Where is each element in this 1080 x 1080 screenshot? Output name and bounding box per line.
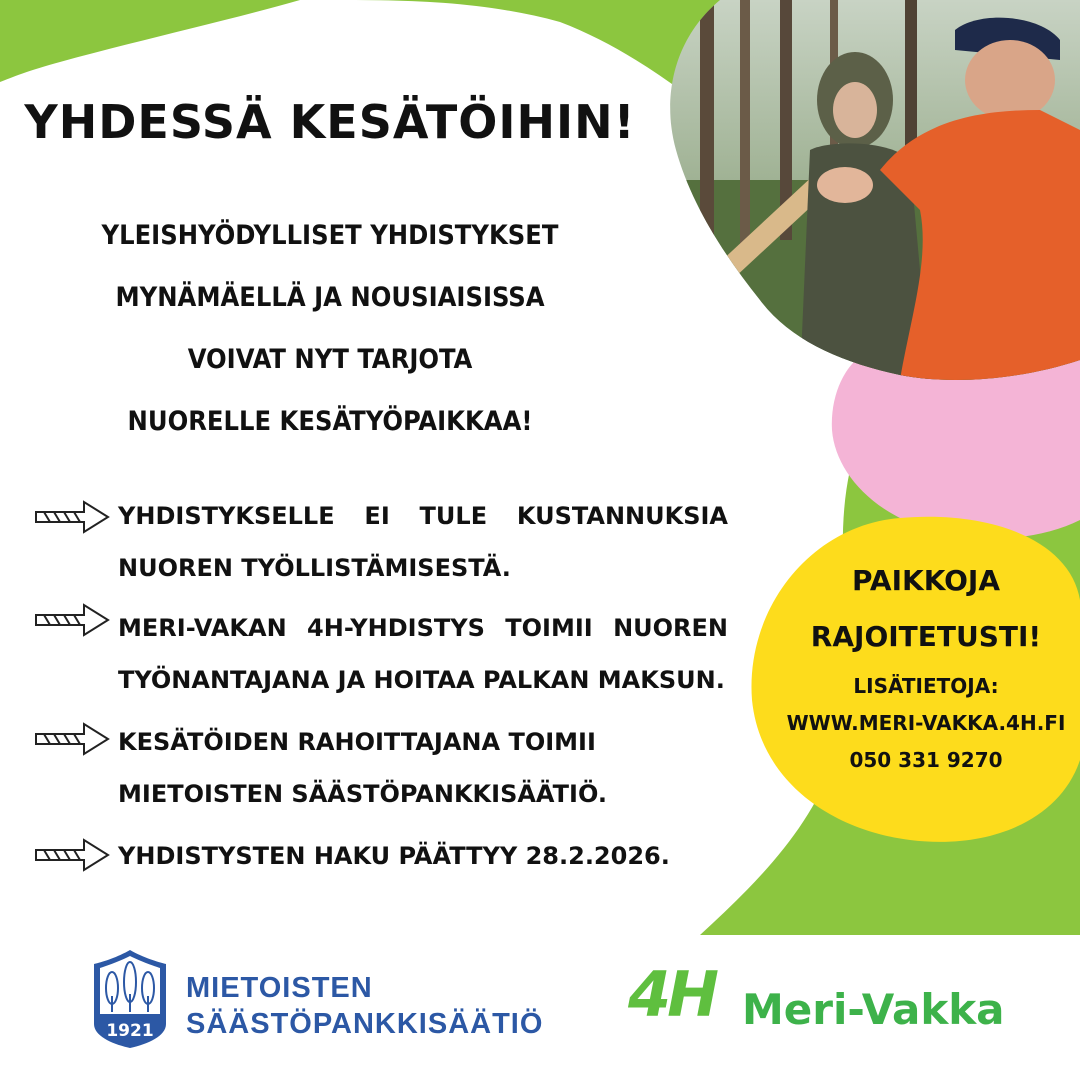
- intro-line: MYNÄMÄELLÄ JA NOUSIAISISSA: [115, 282, 545, 313]
- bullet-item: [118, 602, 728, 706]
- bullet-line: MERI-VAKAN 4H-YHDISTYS TOIMII NUOREN: [118, 614, 728, 642]
- arrow-icon: [34, 603, 110, 637]
- bubble-line: RAJOITETUSTI!: [810, 620, 1042, 653]
- arrow-icon: [34, 838, 110, 872]
- shield-logo-icon: [92, 948, 168, 1050]
- sponsor-line: MIETOISTEN: [186, 972, 373, 1004]
- photo: [660, 0, 1080, 400]
- intro-line: YLEISHYÖDYLLISET YHDISTYKSET: [101, 220, 559, 251]
- bullet-line: KESÄTÖIDEN RAHOITTAJANA TOIMII: [118, 728, 596, 756]
- intro-line: NUORELLE KESÄTYÖPAIKKAA!: [127, 406, 533, 437]
- info-label: LISÄTIETOJA:: [853, 674, 999, 698]
- intro-text: [0, 205, 660, 453]
- sponsor-line: SÄÄSTÖPANKKISÄÄTIÖ: [186, 1008, 544, 1040]
- bullet-item: [118, 830, 728, 882]
- bullet-line: YHDISTYKSELLE EI TULE KUSTANNUKSIA: [118, 502, 728, 530]
- bullet-item: [118, 716, 728, 820]
- bullet-line: MIETOISTEN SÄÄSTÖPANKKISÄÄTIÖ.: [118, 780, 607, 808]
- intro-line: VOIVAT NYT TARJOTA: [187, 344, 473, 375]
- bullet-line: YHDISTYSTEN HAKU PÄÄTTYY 28.2.2026.: [118, 842, 670, 870]
- green-blob-top-left: [0, 0, 300, 82]
- bullet-line: TYÖNANTAJANA JA HOITAA PALKAN MAKSUN.: [118, 666, 725, 694]
- bubble-info: [766, 668, 1080, 779]
- arrow-icon: [34, 722, 110, 756]
- arrow-icon: [34, 500, 110, 534]
- partner-name: Meri-Vakka: [742, 985, 1005, 1034]
- bullet-line: NUOREN TYÖLLISTÄMISESTÄ.: [118, 554, 511, 582]
- main-title: YHDESSÄ KESÄTÖIHIN!: [24, 95, 636, 149]
- logo-year: 1921: [106, 1021, 154, 1041]
- 4h-logo-mark: 4H: [628, 958, 716, 1031]
- bubble-headline: [766, 553, 1080, 665]
- website-link[interactable]: WWW.MERI-VAKKA.4H.FI: [786, 711, 1066, 735]
- sponsor-name: [186, 970, 543, 1042]
- phone-number[interactable]: 050 331 9270: [849, 748, 1003, 772]
- bullet-item: [118, 490, 728, 594]
- bubble-line: PAIKKOJA: [851, 564, 1001, 597]
